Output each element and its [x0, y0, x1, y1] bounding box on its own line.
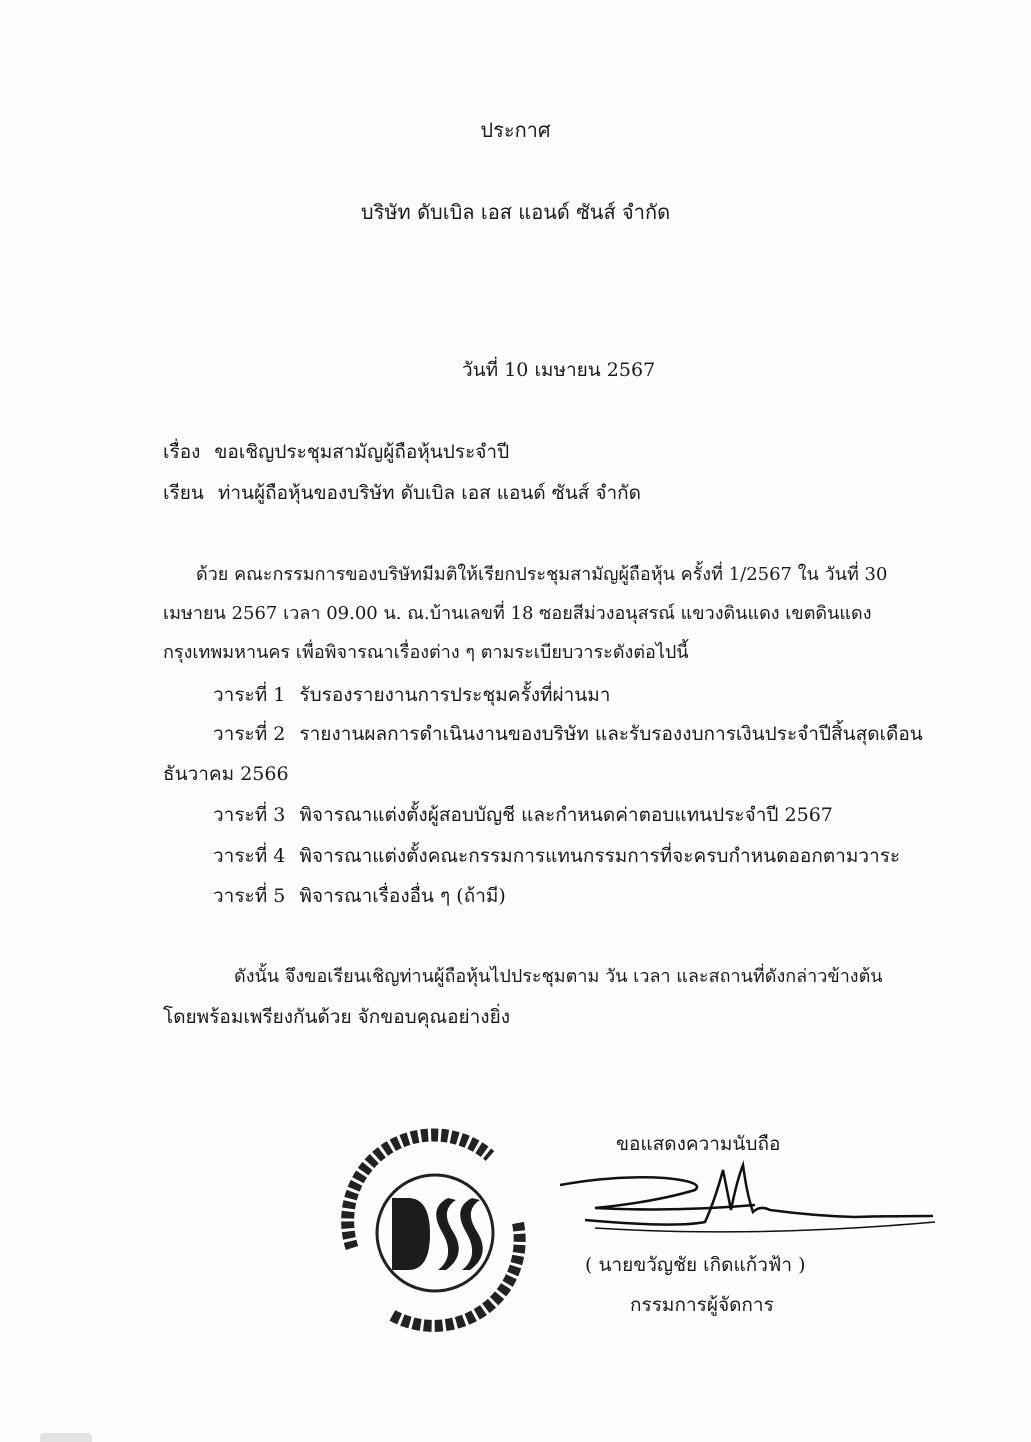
- regards-text: ขอแสดงความนับถือ: [616, 1133, 781, 1155]
- subject-text: ขอเชิญประชุมสามัญผู้ถือหุ้นประจำปี: [214, 441, 510, 463]
- agenda-text: รับรองรายงานการประชุมครั้งที่ผ่านมา: [299, 684, 611, 706]
- agenda-label: วาระที่ 1: [213, 684, 286, 706]
- company-name: บริษัท ดับเบิล เอส แอนด์ ซันส์ จำกัด: [360, 200, 671, 224]
- subject-line: [163, 440, 509, 464]
- agenda-label: วาระที่ 3: [213, 804, 286, 826]
- closing-line-2: โดยพร้อมเพรียงกันด้วย จักขอบคุณอย่างยิ่ง: [163, 1006, 510, 1028]
- agenda-item-4: [213, 844, 900, 868]
- agenda-item-2-continuation: ธันวาคม 2566: [163, 763, 289, 785]
- agenda-label: วาระที่ 2: [213, 723, 286, 745]
- signature-icon: [555, 1150, 940, 1240]
- page-corner-mark: [40, 1433, 92, 1442]
- document-title: ประกาศ: [480, 118, 551, 142]
- signatory-position: กรรมการผู้จัดการ: [630, 1294, 774, 1316]
- signatory-name: ( นายขวัญชัย เกิดแก้วฟ้า ): [585, 1254, 806, 1276]
- body-paragraph-line-2: เมษายน 2567 เวลา 09.00 น. ณ.บ้านเลขที่ 18 ซอยสีม่วงอนุสรณ์ แขวงดินแดง เขตดินแดง: [163, 603, 872, 624]
- recipient-text: ท่านผู้ถือหุ้นของบริษัท ดับเบิล เอส แอนด์ ซันส์ จำกัด: [217, 482, 641, 504]
- agenda-text: พิจารณาเรื่องอื่น ๆ (ถ้ามี): [299, 885, 506, 907]
- agenda-item-3: [213, 803, 833, 827]
- body-paragraph-line-1: ด้วย คณะกรรมการของบริษัทมีมติให้เรียกประชุมสามัญผู้ถือหุ้น ครั้งที่ 1/2567 ใน วันที่ 30: [196, 564, 888, 585]
- agenda-label: วาระที่ 4: [213, 845, 286, 867]
- closing-line-1: ดังนั้น จึงขอเรียนเชิญท่านผู้ถือหุ้นไปประชุมตาม วัน เวลา และสถานที่ดังกล่าวข้างต้น: [234, 966, 883, 987]
- company-seal-icon: [330, 1128, 540, 1338]
- body-paragraph-line-3: กรุงเทพมหานคร เพื่อพิจารณาเรื่องต่าง ๆ ตามระเบียบวาระดังต่อไปนี้: [163, 642, 689, 663]
- agenda-item-5: [213, 884, 506, 908]
- document-date: วันที่ 10 เมษายน 2567: [462, 359, 656, 381]
- agenda-text: รายงานผลการดำเนินงานของบริษัท และรับรองงบการเงินประจำปีสิ้นสุดเดือน: [299, 723, 923, 745]
- subject-label: เรื่อง: [163, 441, 201, 463]
- agenda-label: วาระที่ 5: [213, 885, 286, 907]
- agenda-item-1: [213, 683, 610, 707]
- recipient-line: [163, 481, 641, 505]
- agenda-text: พิจารณาแต่งตั้งผู้สอบบัญชี และกำหนดค่าตอบแทนประจำปี 2567: [299, 804, 833, 826]
- recipient-label: เรียน: [163, 482, 204, 504]
- agenda-item-2: [213, 722, 923, 746]
- agenda-text: พิจารณาแต่งตั้งคณะกรรมการแทนกรรมการที่จะครบกำหนดออกตามวาระ: [299, 845, 901, 867]
